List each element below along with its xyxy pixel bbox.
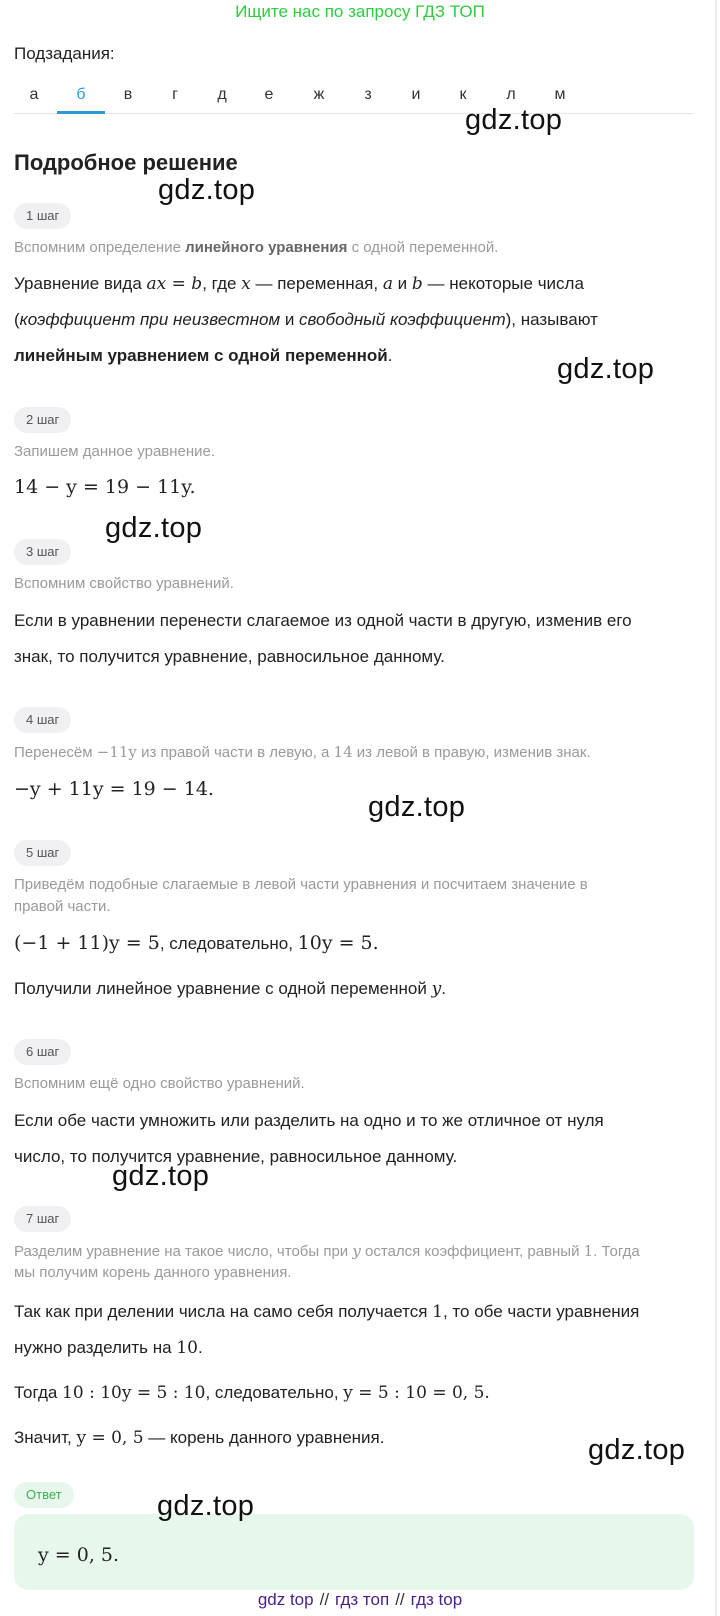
tab-b[interactable]: б (57, 80, 105, 114)
step-hint: Вспомним ещё одно свойство уравнений. (14, 1075, 305, 1092)
step-hint: Перенесём −11y из правой части в левую, а 14 из левой в правую, изменив знак. (14, 743, 591, 761)
step-badge: 4 шаг (14, 707, 71, 733)
step-hint: Приведём подобные слагаемые в левой части уравнения и посчитаем значение в (14, 876, 588, 893)
step-badge: 7 шаг (14, 1206, 71, 1232)
step-text: линейным уравнением с одной переменной. (14, 346, 393, 365)
step-text: Так как при делении числа на само себя получается 1, то обе части уравнения (14, 1302, 640, 1322)
watermark: gdz.top (158, 174, 256, 206)
search-banner[interactable]: Ищите нас по запросу ГДЗ ТОП (235, 2, 485, 21)
step-text: (коэффициент при неизвестном и свободный коэффициент), называют (14, 310, 598, 329)
step-hint: правой части. (14, 898, 111, 915)
equation: 14 − y = 19 − 11y. (14, 476, 196, 498)
tab-i[interactable]: и (411, 86, 421, 103)
step-text: Получили линейное уравнение с одной переменной y. (14, 979, 446, 999)
watermark: gdz.top (368, 791, 466, 823)
step-badge: 3 шаг (14, 539, 71, 565)
step-text: Значит, y = 0, 5 — корень данного уравнения. (14, 1428, 385, 1448)
tab-m[interactable]: м (554, 86, 566, 103)
step-badge: 6 шаг (14, 1039, 71, 1065)
watermark: gdz.top (588, 1434, 686, 1466)
step-hint: Запишем данное уравнение. (14, 443, 216, 460)
watermark: gdz.top (105, 512, 203, 544)
watermark: gdz.top (112, 1160, 210, 1192)
watermark: gdz.top (157, 1490, 255, 1522)
step-badge: 1 шаг (14, 203, 71, 229)
step-text: Если в уравнении перенести слагаемое из одной части в другую, изменив его (14, 611, 632, 630)
step-text: Тогда 10 : 10y = 5 : 10, следовательно, y = 5 : 10 = 0, 5. (14, 1383, 490, 1403)
tab-e[interactable]: е (264, 86, 274, 103)
step-text: Если обе части умножить или разделить на одно и то же отличное от нуля (14, 1111, 604, 1130)
step-hint: Разделим уравнение на такое число, чтобы при y остался коэффициент, равный 1. Тогда (14, 1242, 640, 1260)
answer-value: y = 0, 5. (38, 1544, 120, 1566)
tab-v[interactable]: в (123, 86, 133, 103)
step-text: Уравнение вида ax = b, где x — переменная, a и b — некоторые числа (14, 274, 584, 294)
right-divider (715, 0, 717, 1616)
tab-g[interactable]: г (172, 86, 178, 103)
step-hint: мы получим корень данного уравнения. (14, 1264, 292, 1281)
step-hint: Вспомним свойство уравнений. (14, 575, 234, 592)
step-text: (−1 + 11)y = 5, следовательно, 10y = 5. (14, 932, 379, 954)
step-text: нужно разделить на 10. (14, 1338, 203, 1358)
step-badge: 5 шаг (14, 840, 71, 866)
footer-separator: // (319, 1590, 330, 1609)
subtasks-title: Подзадания: (14, 44, 115, 63)
answer-badge: Ответ (14, 1482, 74, 1508)
footer-links (0, 1588, 720, 1612)
step-badge: 2 шаг (14, 407, 71, 433)
step-hint: Вспомним определение линейного уравнения с одной переменной. (14, 239, 499, 256)
subtasks-tabs (14, 80, 694, 114)
watermark: gdz.top (465, 104, 563, 136)
step-text: знак, то получится уравнение, равносильное данному. (14, 647, 445, 666)
tab-k[interactable]: к (459, 86, 467, 103)
footer-link[interactable]: гдз топ (335, 1590, 390, 1609)
footer-separator: // (395, 1590, 405, 1609)
solution-title: Подробное решение (14, 150, 238, 175)
footer-link[interactable]: гдз top (410, 1590, 463, 1609)
tab-zh[interactable]: ж (313, 86, 325, 103)
tab-a[interactable]: а (29, 86, 39, 103)
step-text: число, то получится уравнение, равносильное данному. (14, 1147, 458, 1166)
watermark: gdz.top (557, 353, 655, 385)
footer-link[interactable]: gdz top (257, 1590, 314, 1609)
tab-z[interactable]: з (364, 86, 372, 103)
tab-l[interactable]: л (506, 86, 516, 103)
equation: −y + 11y = 19 − 14. (14, 778, 214, 800)
tab-d[interactable]: д (217, 86, 227, 103)
